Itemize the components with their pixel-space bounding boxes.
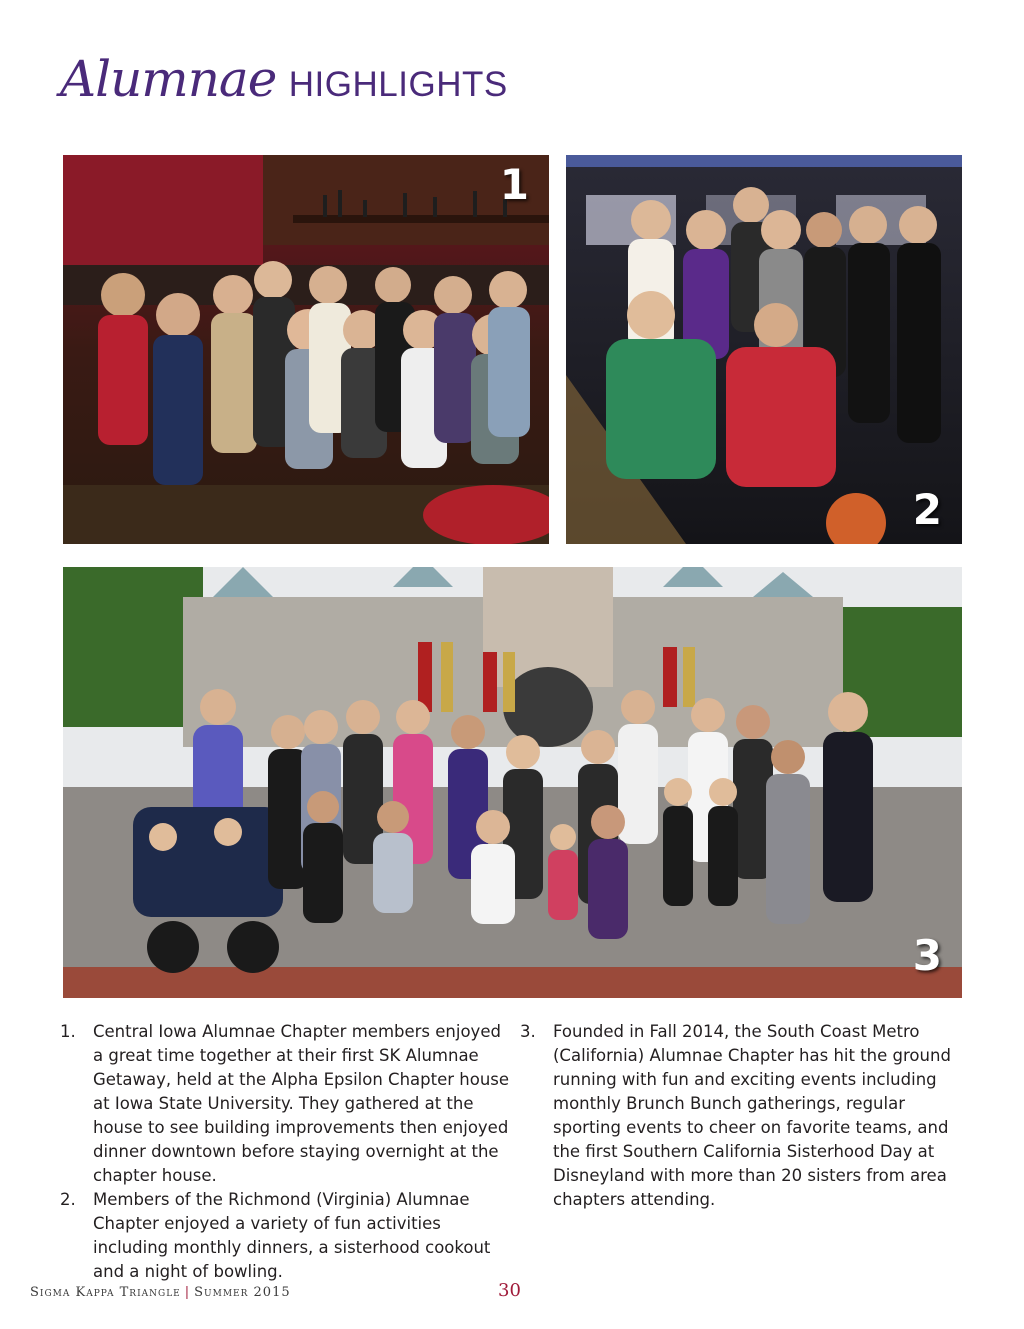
captions-right	[520, 1020, 960, 1212]
footer-separator: |	[184, 1285, 191, 1300]
caption-3-text: Founded in Fall 2014, the South Coast Metro (California) Alumnae Chapter has hit the ground running with fun and exciting events including monthly Brunch Bunch gatherings, regular sporting events to cheer on favorite teams, and the first Southern California Sisterhood Day at Disneyland with more than 20 sisters from area chapters attending.	[553, 1022, 951, 1209]
photo-2	[566, 155, 962, 544]
caption-item-1	[60, 1020, 510, 1188]
page-title	[60, 50, 508, 120]
page-title-caps: HIGHLIGHTS	[288, 65, 508, 104]
photo-3-illustration	[63, 567, 962, 998]
photo-2-number: 2	[912, 485, 942, 534]
photo-3-number: 3	[912, 931, 942, 980]
photo-1	[63, 155, 549, 544]
caption-3-number: 3.	[520, 1022, 536, 1041]
photo-2-illustration	[566, 155, 962, 544]
page-title-script: Alumnae	[60, 50, 277, 108]
photo-1-number: 1	[499, 160, 529, 209]
photo-3	[63, 567, 962, 998]
footer-publication-line	[30, 1285, 291, 1300]
caption-2-number: 2.	[60, 1190, 76, 1209]
caption-1-text: Central Iowa Alumnae Chapter members enjoyed a great time together at their first SK Alumnae Getaway, held at the Alpha Epsilon Chapter house at Iowa State University. They gathered at the house to see building improvements then enjoyed dinner downtown before staying overnight at the chapter house.	[93, 1022, 510, 1185]
caption-item-2	[60, 1188, 510, 1284]
caption-1-number: 1.	[60, 1022, 76, 1041]
footer-publication: Sigma Kappa Triangle	[30, 1285, 181, 1300]
footer-issue: Summer 2015	[194, 1285, 291, 1300]
caption-item-3	[520, 1020, 960, 1212]
captions-left	[60, 1020, 510, 1284]
page-number: 30	[498, 1280, 521, 1301]
photo-1-illustration	[63, 155, 549, 544]
caption-2-text: Members of the Richmond (Virginia) Alumnae Chapter enjoyed a variety of fun activities including monthly dinners, a sisterhood cookout and a night of bowling.	[93, 1190, 491, 1281]
